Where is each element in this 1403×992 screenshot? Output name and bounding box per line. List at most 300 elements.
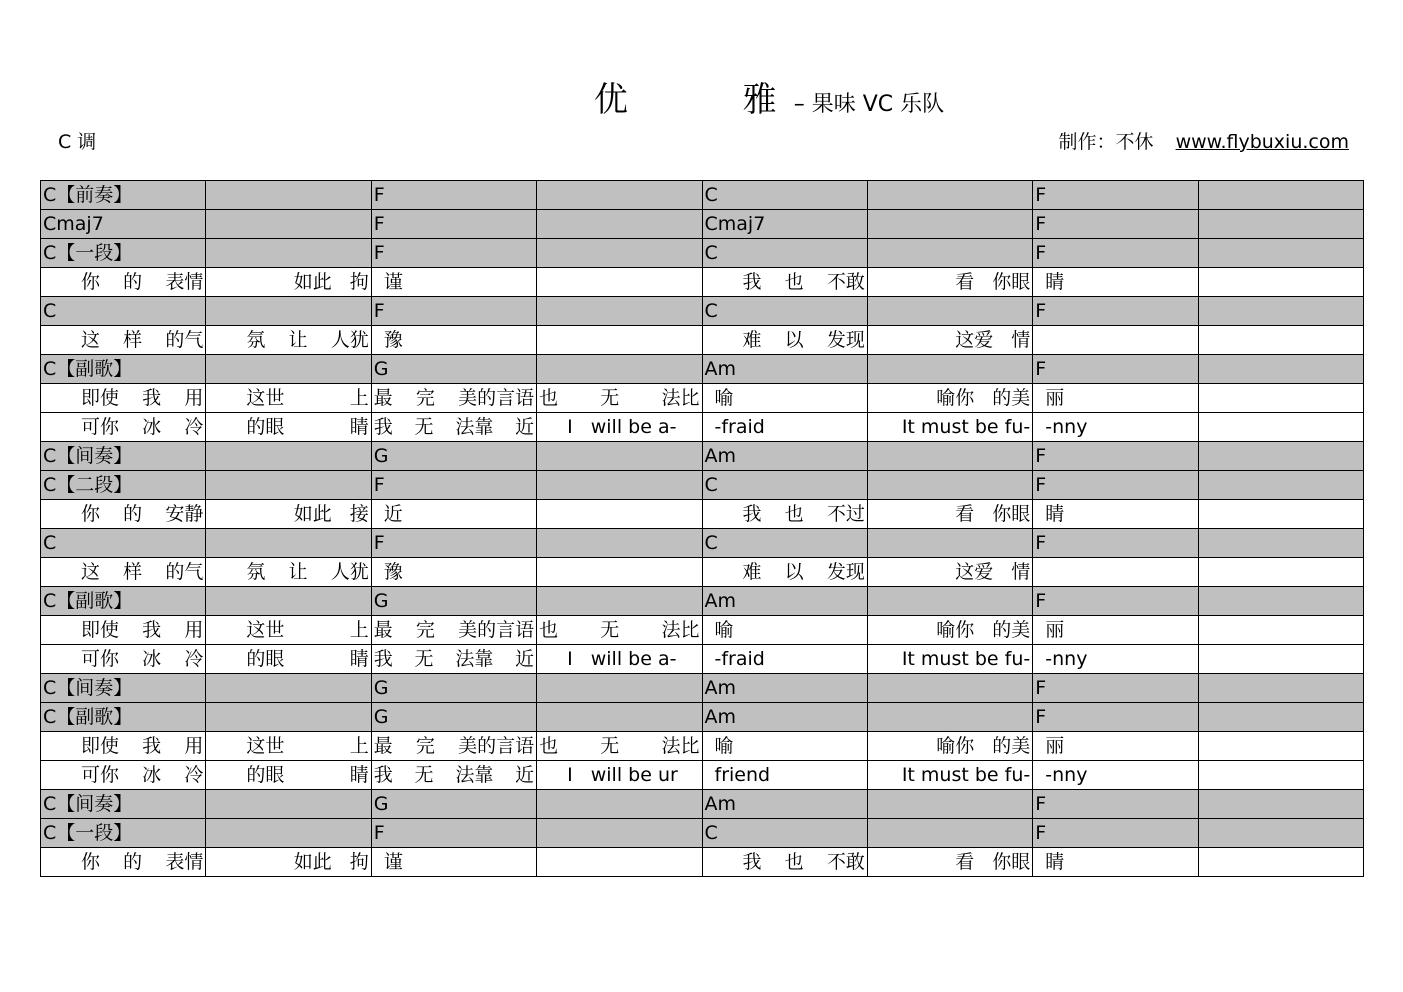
lyric-cell [371, 558, 536, 587]
lyric-cell [371, 326, 536, 355]
lyric-word: 也 [784, 271, 804, 293]
lyric-words [1035, 384, 1195, 412]
chord-cell: C [702, 529, 867, 558]
lyric-row [41, 500, 1364, 529]
lyric-cell [1033, 413, 1198, 442]
lyric-words [539, 384, 699, 412]
lyric-word: 无 [414, 416, 434, 438]
chord-cell: F [1033, 210, 1198, 239]
lyric-cell [1033, 500, 1198, 529]
lyric-word: 拘 [349, 851, 369, 873]
lyric-words [43, 761, 203, 789]
lyric-words [1201, 413, 1361, 441]
chord-cell: C【一段】 [41, 239, 206, 268]
lyric-words [43, 732, 203, 760]
lyric-cell [41, 761, 206, 790]
lyric-cell [1033, 732, 1198, 761]
chord-cell: F [371, 181, 536, 210]
lyric-word: 睛 [1045, 851, 1065, 873]
lyric-word: 豫 [383, 329, 403, 351]
chord-cell: G [371, 703, 536, 732]
lyric-words [705, 616, 865, 644]
lyric-words [1035, 558, 1195, 586]
lyric-words [43, 384, 203, 412]
chord-cell [206, 703, 371, 732]
lyric-cell [537, 413, 702, 442]
lyric-cell [206, 761, 371, 790]
lyric-word: 的眼 [246, 764, 285, 786]
lyric-cell [1033, 848, 1198, 877]
lyric-words [1201, 500, 1361, 528]
lyric-cell [1198, 268, 1363, 297]
chord-cell [1198, 210, 1363, 239]
lyric-word: 你 [81, 851, 101, 873]
chord-cell: Cmaj7 [702, 210, 867, 239]
lyric-words [705, 268, 865, 296]
chord-cell [537, 674, 702, 703]
lyric-word: will be a- [590, 416, 677, 438]
credit-line [1059, 130, 1349, 154]
chord-cell [1198, 297, 1363, 326]
chord-cell [537, 587, 702, 616]
chord-cell: F [1033, 819, 1198, 848]
lyric-word: 喻 [714, 619, 734, 641]
lyric-words [208, 558, 368, 586]
lyric-row [41, 616, 1364, 645]
lyric-word: 发现 [826, 561, 865, 583]
lyric-cell [371, 500, 536, 529]
chord-cell [206, 181, 371, 210]
chord-cell [1198, 790, 1363, 819]
chord-row [41, 297, 1364, 326]
chord-cell: F [1033, 790, 1198, 819]
lyric-row [41, 732, 1364, 761]
lyric-word: 看 [955, 851, 975, 873]
lyric-words [1035, 500, 1195, 528]
lyric-words [374, 326, 534, 354]
lyric-cell [371, 732, 536, 761]
lyric-word: 的 [123, 851, 143, 873]
lyric-words [539, 616, 699, 644]
chord-cell: F [371, 529, 536, 558]
lyric-words [1035, 413, 1195, 441]
lyric-words [870, 616, 1030, 644]
lyric-word: 看 [955, 503, 975, 525]
lyric-word: 最 [373, 619, 393, 641]
lyric-word: 喻你 [936, 387, 975, 409]
chord-cell [1198, 587, 1363, 616]
song-title: 优 雅 [593, 80, 829, 120]
chord-cell [867, 703, 1032, 732]
lyric-word: 的 [123, 503, 143, 525]
lyric-word: 冰 [142, 648, 162, 670]
lyric-word: 也 [784, 851, 804, 873]
chord-cell [206, 790, 371, 819]
chord-cell [867, 674, 1032, 703]
lyric-word: 近 [515, 648, 535, 670]
lyric-cell [41, 326, 206, 355]
lyric-word: 完 [415, 619, 435, 641]
lyric-words [43, 326, 203, 354]
lyric-word: -nny [1045, 416, 1088, 438]
lyric-word: 我 [373, 416, 393, 438]
lyric-word: 这世 [246, 619, 285, 641]
lyric-words [870, 500, 1030, 528]
lyric-words [208, 732, 368, 760]
chord-cell: C [702, 819, 867, 848]
chord-cell [867, 210, 1032, 239]
lyric-cell [1033, 384, 1198, 413]
lyric-word: 样 [123, 561, 143, 583]
lyric-words [539, 645, 699, 673]
lyric-cell [41, 384, 206, 413]
lyric-cell [867, 384, 1032, 413]
lyric-row [41, 413, 1364, 442]
lyric-word: 我 [373, 764, 393, 786]
lyric-cell [41, 616, 206, 645]
lyric-word: 也 [784, 503, 804, 525]
lyric-cell [537, 384, 702, 413]
chord-cell [867, 297, 1032, 326]
chord-row [41, 703, 1364, 732]
lyric-word: 喻 [714, 387, 734, 409]
lyric-word: 这 [81, 329, 101, 351]
chord-cell [867, 529, 1032, 558]
lyric-cell [41, 848, 206, 877]
lyric-word: 我 [742, 851, 762, 873]
lyric-word: -nny [1045, 648, 1088, 670]
lyric-row [41, 645, 1364, 674]
chord-cell [867, 181, 1032, 210]
chord-cell: F [371, 471, 536, 500]
lyric-word: I [567, 764, 573, 786]
chord-cell: F [1033, 529, 1198, 558]
lyric-cell [41, 268, 206, 297]
chord-cell: F [1033, 239, 1198, 268]
lyric-cell [867, 326, 1032, 355]
lyric-words [208, 645, 368, 673]
lyric-cell [537, 761, 702, 790]
chord-cell [537, 819, 702, 848]
credit-author: 制作：不休 [1058, 131, 1154, 153]
lyric-cell [702, 558, 867, 587]
lyric-words [705, 848, 865, 876]
lyric-row [41, 326, 1364, 355]
chord-cell [206, 471, 371, 500]
lyric-word: 表情 [165, 851, 204, 873]
lyric-cell [41, 645, 206, 674]
chord-cell: G [371, 442, 536, 471]
lyric-cell [206, 848, 371, 877]
lyric-cell [206, 732, 371, 761]
lyric-word: 你眼 [992, 503, 1031, 525]
lyric-words [374, 616, 534, 644]
chord-cell [537, 210, 702, 239]
lyric-words [208, 268, 368, 296]
chord-cell [206, 239, 371, 268]
chord-cell [206, 355, 371, 384]
lyric-words [208, 848, 368, 876]
lyric-cell [867, 558, 1032, 587]
lyric-word: 冷 [184, 764, 204, 786]
lyric-cell [41, 413, 206, 442]
lyric-word: 不敢 [826, 271, 865, 293]
lyric-cell [702, 384, 867, 413]
chord-cell: F [1033, 181, 1198, 210]
lyric-word: 用 [184, 619, 204, 641]
lyric-words [1201, 645, 1361, 673]
lyric-word: 睛 [1045, 271, 1065, 293]
lyric-cell [1198, 500, 1363, 529]
lyric-row [41, 558, 1364, 587]
lyric-words [374, 500, 534, 528]
lyric-word: 如此 [293, 851, 332, 873]
chord-cell: C [41, 297, 206, 326]
lyric-word: 我 [142, 735, 162, 757]
lyric-words [1035, 268, 1195, 296]
lyric-word: 法比 [661, 387, 700, 409]
lyric-word: 美的言语 [458, 387, 535, 409]
lyric-word: 以 [784, 561, 804, 583]
chord-cell [537, 442, 702, 471]
chord-cell: F [1033, 703, 1198, 732]
lyric-word: 我 [142, 619, 162, 641]
chord-cell [537, 471, 702, 500]
chord-cell [1198, 181, 1363, 210]
chord-cell: C【间奏】 [41, 790, 206, 819]
chord-cell [206, 529, 371, 558]
lyric-words [539, 326, 699, 354]
lyric-words [870, 848, 1030, 876]
chord-cell [206, 819, 371, 848]
lyric-words [870, 558, 1030, 586]
lyric-words [1201, 326, 1361, 354]
lyric-word: 接 [349, 503, 369, 525]
lyric-words [539, 732, 699, 760]
chord-cell: F [1033, 297, 1198, 326]
lyric-cell [537, 645, 702, 674]
lyric-cell [41, 558, 206, 587]
lyric-cell [867, 645, 1032, 674]
chord-cell: Am [702, 703, 867, 732]
lyric-cell [1033, 326, 1198, 355]
lyric-word: 无 [414, 764, 434, 786]
lyric-word: 我 [142, 387, 162, 409]
lyric-word: 的美 [992, 619, 1031, 641]
lyric-words [539, 848, 699, 876]
lyric-word: 无 [600, 387, 620, 409]
lyric-cell [1198, 761, 1363, 790]
lyric-cell [371, 616, 536, 645]
lyric-word: 美的言语 [458, 619, 535, 641]
chord-cell: C [702, 297, 867, 326]
lyric-cell [1198, 645, 1363, 674]
chord-cell [1198, 703, 1363, 732]
lyric-word: 近 [515, 416, 535, 438]
lyric-cell [206, 558, 371, 587]
lyric-word: 冰 [142, 764, 162, 786]
lyric-words [539, 500, 699, 528]
lyric-word: 不敢 [826, 851, 865, 873]
chord-cell: G [371, 674, 536, 703]
lyric-word: 的 [123, 271, 143, 293]
lyric-cell [206, 645, 371, 674]
lyric-word: 最 [373, 387, 393, 409]
lyric-word: 完 [415, 735, 435, 757]
lyric-word: 用 [184, 735, 204, 757]
lyric-word: 氛 [246, 329, 266, 351]
lyric-cell [371, 645, 536, 674]
chord-cell [206, 674, 371, 703]
lyric-cell [867, 413, 1032, 442]
lyric-cell [702, 268, 867, 297]
lyric-cell [537, 848, 702, 877]
lyric-word: 这世 [246, 387, 285, 409]
lyric-cell [1198, 616, 1363, 645]
lyric-word: 的眼 [246, 648, 285, 670]
lyric-word: 情 [1011, 329, 1031, 351]
lyric-word: 喻你 [936, 735, 975, 757]
lyric-words [374, 645, 534, 673]
chord-cell: F [371, 239, 536, 268]
lyric-word: 睛 [349, 764, 369, 786]
lyric-word: 法靠 [455, 648, 494, 670]
chord-row [41, 819, 1364, 848]
lyric-words [1035, 326, 1195, 354]
lyric-words [1201, 848, 1361, 876]
lyric-words [374, 732, 534, 760]
lyric-words [870, 326, 1030, 354]
lyric-words [1035, 761, 1195, 789]
lyric-word: I [567, 648, 573, 670]
lyric-words [208, 761, 368, 789]
lyric-words [705, 732, 865, 760]
lyric-word: 样 [123, 329, 143, 351]
lyric-word: 上 [349, 619, 369, 641]
lyric-cell [867, 732, 1032, 761]
lyric-word: 我 [373, 648, 393, 670]
chord-cell: G [371, 355, 536, 384]
lyric-words [43, 848, 203, 876]
chord-cell: G [371, 790, 536, 819]
lyric-words [870, 268, 1030, 296]
lyric-words [208, 616, 368, 644]
lyric-word: 以 [784, 329, 804, 351]
lyric-word: 这爱 [955, 561, 994, 583]
chord-cell [537, 297, 702, 326]
chord-row [41, 355, 1364, 384]
chord-cell: C【副歌】 [41, 587, 206, 616]
chord-cell [867, 239, 1032, 268]
website-link[interactable]: www.flybuxiu.com [1175, 131, 1349, 153]
lyric-cell [1198, 384, 1363, 413]
lyric-word: It must be fu- [901, 648, 1031, 670]
song-title-line [0, 78, 1403, 128]
lyric-word: 的气 [165, 561, 204, 583]
lyric-row [41, 384, 1364, 413]
lyric-words [705, 761, 865, 789]
chord-cell: C【副歌】 [41, 703, 206, 732]
lyric-words [1201, 616, 1361, 644]
lyric-words [374, 384, 534, 412]
lyric-word: 丽 [1045, 619, 1065, 641]
lyric-cell [371, 413, 536, 442]
lyric-words [1201, 268, 1361, 296]
lyric-words [43, 558, 203, 586]
lyric-word: 我 [742, 271, 762, 293]
lyric-word: 的眼 [246, 416, 285, 438]
lyric-word: 情 [1011, 561, 1031, 583]
lyric-word: 睛 [1045, 503, 1065, 525]
lyric-cell [206, 268, 371, 297]
lyric-words [43, 645, 203, 673]
chord-cell: C [702, 471, 867, 500]
chord-cell [206, 587, 371, 616]
lyric-words [539, 761, 699, 789]
lyric-words [43, 616, 203, 644]
lyric-cell [1033, 268, 1198, 297]
chord-cell: C【间奏】 [41, 442, 206, 471]
chord-cell: Am [702, 790, 867, 819]
lyric-cell [867, 848, 1032, 877]
lyric-cell [537, 558, 702, 587]
lyric-cell [537, 616, 702, 645]
lyric-words [539, 268, 699, 296]
lyric-word: 美的言语 [458, 735, 535, 757]
song-key: C 调 [58, 131, 97, 153]
lyric-words [1035, 848, 1195, 876]
lyric-cell [702, 326, 867, 355]
chord-cell: F [371, 819, 536, 848]
lyric-words [374, 761, 534, 789]
chord-cell [1198, 442, 1363, 471]
lyric-word: 丽 [1045, 735, 1065, 757]
chord-cell: C【间奏】 [41, 674, 206, 703]
lyric-cell [537, 326, 702, 355]
lyric-cell [371, 268, 536, 297]
lyric-cell [1198, 848, 1363, 877]
lyric-word: 我 [742, 503, 762, 525]
lyric-cell [1198, 326, 1363, 355]
lyric-word: It must be fu- [901, 764, 1031, 786]
lyric-word: 让 [288, 329, 308, 351]
lyric-words [539, 413, 699, 441]
lyric-cell [867, 616, 1032, 645]
lyric-words [1201, 558, 1361, 586]
lyric-word: 你 [81, 503, 101, 525]
chord-cell [1198, 471, 1363, 500]
chord-cell [537, 181, 702, 210]
chord-cell: G [371, 587, 536, 616]
lyric-word: 难 [742, 561, 762, 583]
lyric-cell [867, 500, 1032, 529]
chord-cell [537, 529, 702, 558]
lyric-cell [1033, 645, 1198, 674]
lyric-word: 如此 [293, 503, 332, 525]
chord-row [41, 471, 1364, 500]
lyric-words [1035, 645, 1195, 673]
lyric-word: 上 [349, 735, 369, 757]
lyric-word: 无 [600, 619, 620, 641]
chord-cell: F [1033, 355, 1198, 384]
lyric-word: 冰 [142, 416, 162, 438]
lyric-word: 也 [539, 735, 559, 757]
lyric-cell [867, 268, 1032, 297]
lyric-cell [537, 732, 702, 761]
lyric-word: 可你 [81, 416, 120, 438]
lyric-cell [537, 500, 702, 529]
lyric-word: 让 [288, 561, 308, 583]
